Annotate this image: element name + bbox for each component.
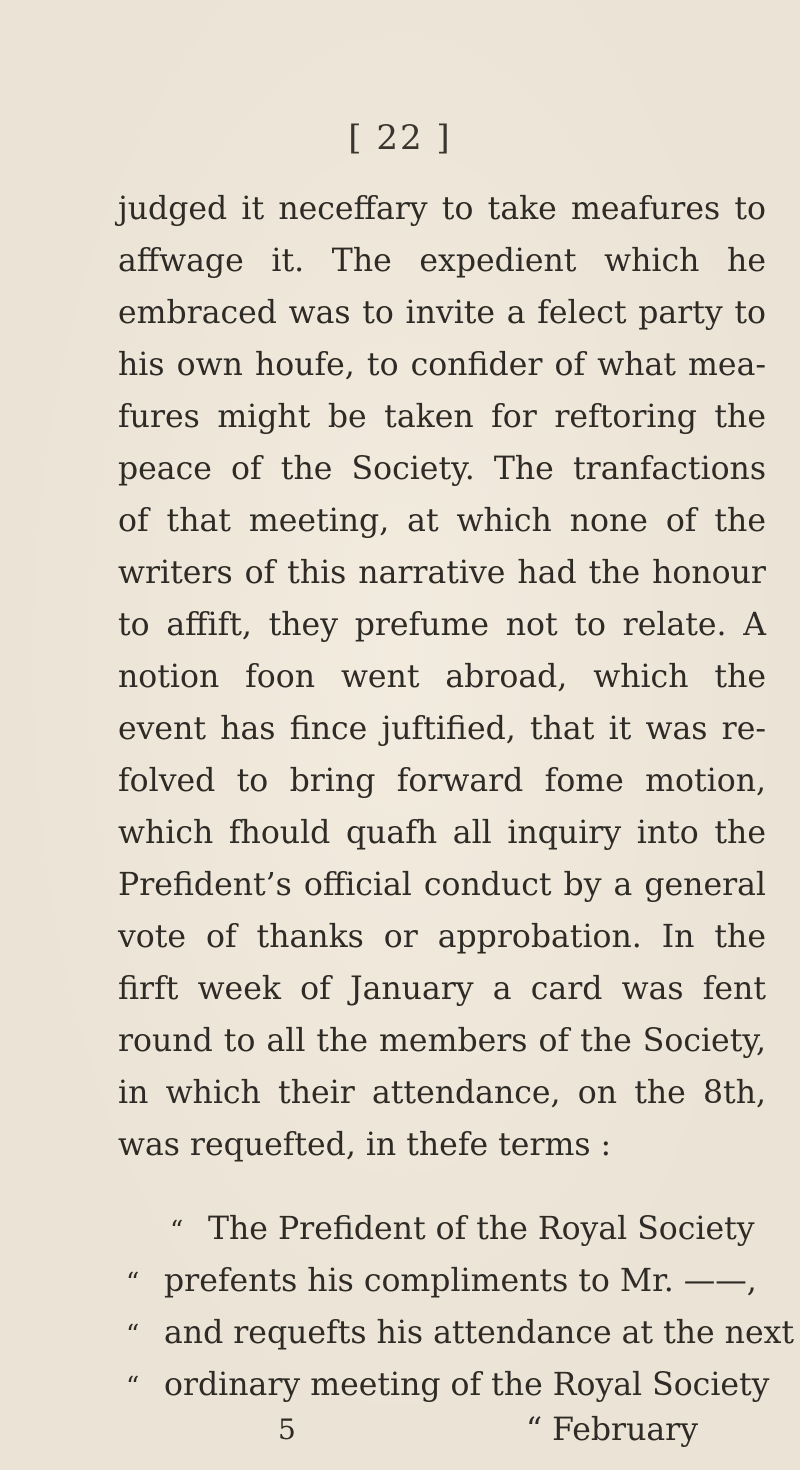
body-line: writers of this narrative had the honour — [118, 555, 766, 591]
quote-mark: “ — [126, 1372, 140, 1402]
quote-mark: “ — [126, 1320, 140, 1350]
body-line: event has fince juftified, that it was re- — [118, 711, 766, 747]
page-number: [ 22 ] — [348, 118, 452, 158]
body-line: Prefident’s official conduct by a general — [118, 867, 766, 903]
body-line: notion foon went abroad, which the — [118, 659, 766, 695]
body-line: his own houfe, to confider of what mea- — [118, 347, 766, 383]
quote-text: and requefts his attendance at the next — [164, 1315, 795, 1351]
body-line: judged it neceffary to take meafures to — [118, 191, 766, 227]
body-line: embraced was to invite a felect party to — [118, 295, 766, 331]
page-footer — [0, 1410, 800, 1450]
quote-line — [126, 1313, 795, 1353]
body-line: of that meeting, at which none of the — [118, 503, 766, 539]
body-line: peace of the Society. The tranfactions — [118, 451, 766, 487]
quote-text: ordinary meeting of the Royal Society — [164, 1367, 770, 1403]
quote-line — [170, 1209, 770, 1249]
body-line: affwage it. The expedient which he — [118, 243, 766, 279]
body-line: was requefted, in thefe terms : — [118, 1127, 612, 1163]
quote-mark: “ — [126, 1268, 140, 1298]
body-line: to affift, they prefume not to relate. A — [118, 607, 766, 643]
body-line: vote of thanks or approbation. In the — [118, 919, 766, 955]
quote-text: prefents his compliments to Mr. ——, — [164, 1263, 757, 1299]
body-line: firft week of January a card was fent — [118, 971, 766, 1007]
signature-mark: 5 — [278, 1413, 296, 1446]
quote-text: The Prefident of the Royal Society — [208, 1211, 755, 1247]
catchword: “ February — [526, 1412, 699, 1448]
quote-mark: “ — [170, 1216, 184, 1246]
body-line: round to all the members of the Society, — [118, 1023, 766, 1059]
body-line: in which their attendance, on the 8th, — [118, 1075, 766, 1111]
body-line: which fhould quafh all inquiry into the — [118, 815, 766, 851]
body-line: folved to bring forward fome motion, — [118, 763, 766, 799]
quote-line — [126, 1365, 774, 1405]
quote-line — [126, 1261, 774, 1301]
body-line: fures might be taken for reftoring the — [118, 399, 766, 435]
